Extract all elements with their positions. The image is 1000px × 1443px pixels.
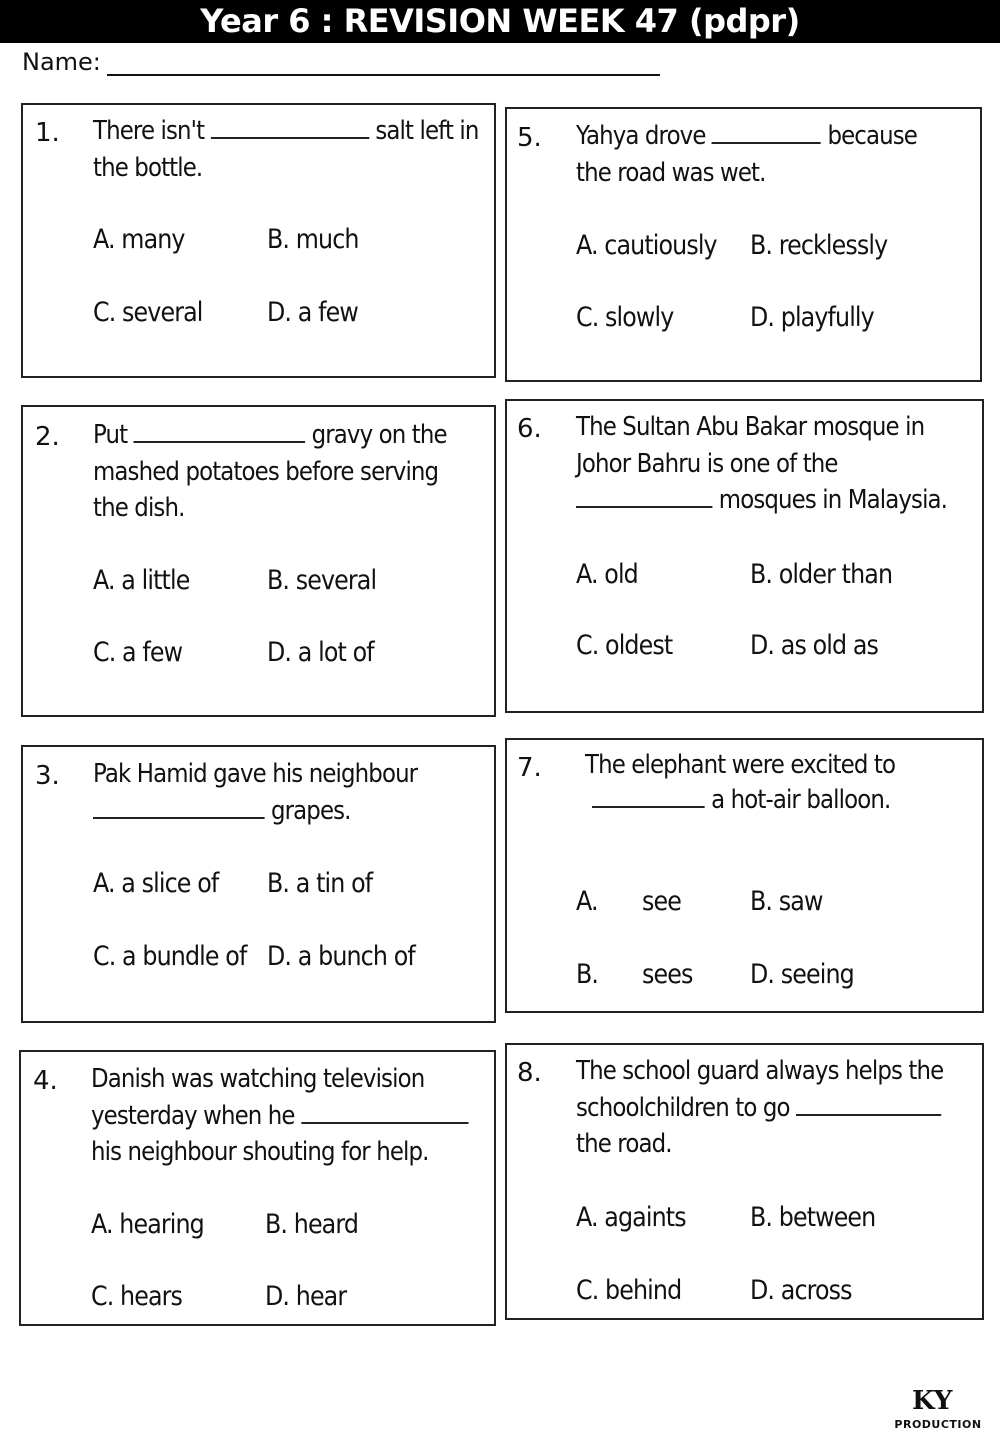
question-text-part: because [827,121,917,151]
option-c[interactable]: C. slowly [576,302,674,333]
answer-blank[interactable] [576,484,712,508]
question-text-part: grapes. [270,795,351,826]
question-text-part: There isn't [93,116,205,146]
answer-blank[interactable] [93,795,265,819]
option-c[interactable]: C. a few [93,637,183,668]
option-c[interactable]: C. oldest [576,630,673,661]
question-text [91,1061,468,1171]
question-text-part: Put [93,420,128,450]
answer-blank[interactable] [592,784,705,808]
answer-blank[interactable] [796,1092,941,1116]
question-box-1 [21,103,496,378]
name-label: Name: [22,48,101,76]
option-b[interactable]: B. older than [750,559,893,590]
question-text-part: Danish was watching television [91,1064,425,1094]
question-text-part: schoolchildren to go [576,1092,790,1123]
question-number: 8. [517,1058,542,1088]
option-c[interactable]: C. hears [91,1281,183,1312]
option-b[interactable]: B. a tin of [267,868,373,899]
option-c[interactable]: C. behind [576,1275,682,1306]
question-text-part: yesterday when he [91,1100,295,1131]
option-c[interactable]: C. several [93,297,203,328]
question-number: 1. [35,118,60,148]
question-box-2 [21,405,496,717]
question-text [93,756,417,829]
question-number: 6. [517,414,542,444]
logo-mark: KY [912,1386,953,1416]
question-box-5 [505,107,982,382]
question-text-part: the bottle. [93,152,203,183]
logo-text: PRODUCTION [894,1418,982,1431]
option-a[interactable]: see [642,886,681,917]
question-text-part: the road was wet. [576,157,766,188]
option-b[interactable]: B. several [267,565,377,596]
question-text-part: The school guard always helps the [576,1056,944,1086]
option-d[interactable]: D. a few [267,297,358,328]
option-d[interactable]: D. hear [265,1281,347,1312]
option-b[interactable]: B. much [267,224,359,255]
question-text-part: a hot-air balloon. [711,784,891,815]
question-text-part: Johor Bahru is one of the [576,448,838,479]
question-text-part: Pak Hamid gave his neighbour [93,759,418,789]
option-d[interactable]: D. across [750,1275,852,1306]
question-box-4 [19,1050,496,1326]
question-number: 2. [35,422,60,452]
question-text-part: gravy on the [311,420,447,450]
question-number: 5. [517,123,542,153]
question-text-part: mashed potatoes before serving [93,456,439,487]
option-d[interactable]: D. playfully [750,302,874,333]
question-text [93,417,447,527]
option-a[interactable]: A. againts [576,1202,686,1233]
option-a[interactable]: A. cautiously [576,230,717,261]
option-a-letter: A. [576,886,598,917]
question-text-part: Yahya drove [576,121,706,151]
question-box-3 [21,745,496,1023]
question-number: 7. [517,753,542,783]
option-a[interactable]: A. old [576,559,638,590]
option-a[interactable]: A. a slice of [93,868,219,899]
option-c[interactable]: sees [642,959,693,990]
question-text [93,113,479,186]
option-a[interactable]: A. hearing [91,1209,204,1240]
question-text-part: mosques in Malaysia. [718,485,948,515]
question-text-part: The Sultan Abu Bakar mosque in [576,412,925,442]
question-text-part: his neighbour shouting for help. [91,1137,429,1167]
option-c-letter: B. [576,959,599,990]
answer-blank[interactable] [134,419,306,443]
worksheet-title: Year 6 : REVISION WEEK 47 (pdpr) [0,0,1000,43]
question-number: 4. [33,1066,58,1096]
option-a[interactable]: A. a little [93,565,190,596]
question-text [576,1053,943,1163]
option-b[interactable]: B. saw [750,886,823,917]
answer-blank[interactable] [712,120,821,144]
question-text [576,118,917,191]
production-logo [892,1386,984,1434]
question-text [585,748,895,817]
question-text [576,409,947,519]
option-b[interactable]: B. between [750,1202,876,1233]
question-text-part: the dish. [93,493,185,523]
option-a[interactable]: A. many [93,224,185,255]
answer-blank[interactable] [211,115,369,139]
option-b[interactable]: B. heard [265,1209,359,1240]
question-text-part: salt left in [375,116,479,146]
option-b[interactable]: B. recklessly [750,230,888,261]
question-number: 3. [35,761,60,791]
question-text-part: the road. [576,1129,672,1159]
question-text-part: The elephant were excited to [585,750,896,780]
question-box-6 [505,399,984,713]
option-d[interactable]: D. a lot of [267,637,374,668]
option-c[interactable]: C. a bundle of [93,941,247,972]
option-d[interactable]: D. seeing [750,959,854,990]
name-answer-line[interactable] [107,74,660,76]
question-box-7 [505,738,984,1013]
option-d[interactable]: D. as old as [750,630,879,661]
question-box-8 [505,1043,984,1320]
option-d[interactable]: D. a bunch of [267,941,415,972]
answer-blank[interactable] [301,1100,468,1124]
